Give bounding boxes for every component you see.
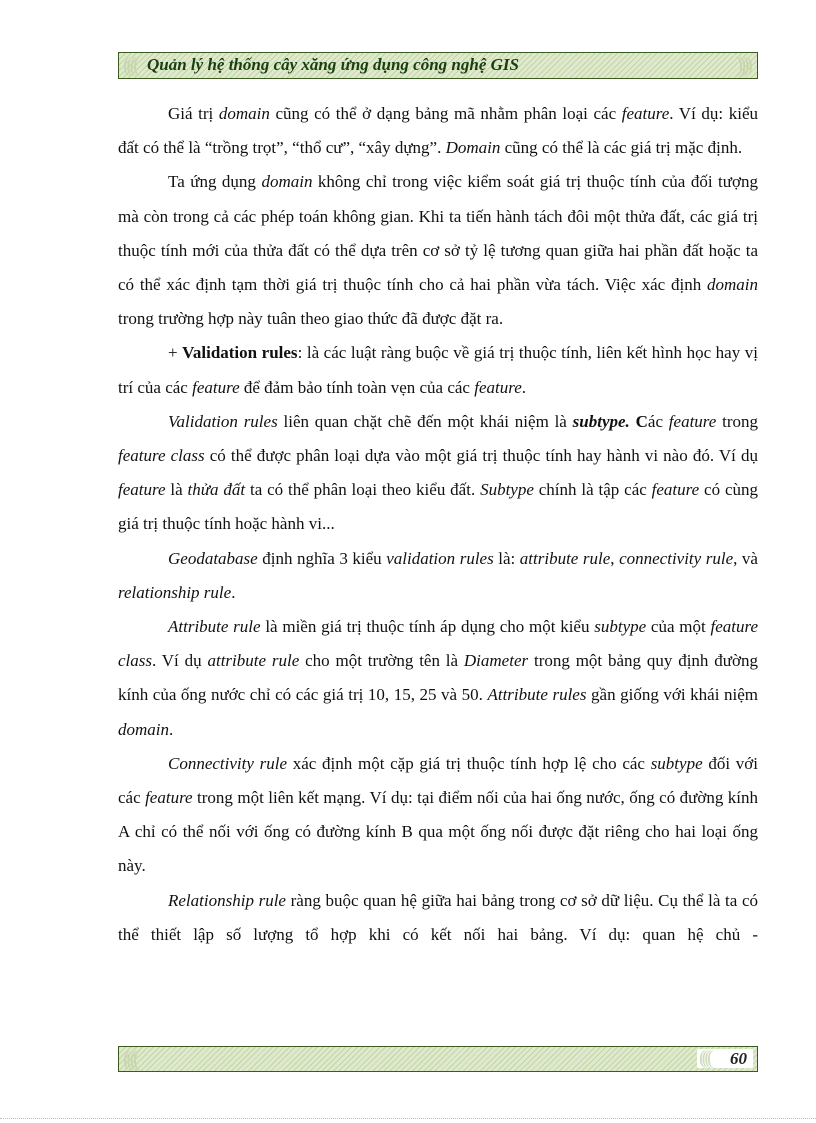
header-right-ornament: )))) (735, 52, 749, 77)
text-run: connectivity rule (619, 548, 734, 568)
text-run: ác (647, 411, 669, 431)
text-run: Domain (445, 138, 501, 158)
text-run: feature (118, 480, 166, 500)
text-run: cũng có thể là các giá trị mặc định. (500, 138, 743, 158)
text-run: feature (145, 788, 193, 808)
text-run: Diameter (463, 651, 529, 671)
body-paragraph (118, 884, 758, 952)
text-run: Attribute rules (487, 685, 587, 705)
text-run: , (610, 548, 620, 568)
text-run: relationship rule (118, 582, 232, 602)
text-run: trong (716, 411, 759, 431)
page-bottom-rule (0, 1118, 816, 1119)
text-run: là miền giá trị thuộc tính áp dụng cho một kiểu (260, 617, 595, 637)
text-run: feature (474, 377, 522, 397)
text-run: validation rules (386, 548, 494, 568)
text-run: có cùng giá trị thuộc tính hoặc hành vi... (118, 480, 759, 534)
text-run: là (165, 480, 188, 500)
text-run: , và (733, 548, 758, 568)
text-run: Connectivity rule (168, 753, 288, 773)
text-run: Geodatabase (168, 548, 258, 568)
text-run: feature (651, 480, 700, 500)
text-run: đối với các (118, 753, 758, 808)
text-run: cũng có thể ở dạng bảng mã nhằm phân loại các (269, 104, 622, 123)
text-run: feature class (118, 617, 758, 671)
document-body (118, 97, 758, 952)
text-run: . (521, 377, 527, 397)
text-run: cho một trường tên là (299, 651, 464, 671)
text-run: subtype. (572, 411, 630, 431)
text-run: . (169, 719, 174, 739)
text-run: trong trường hợp này tuân theo giao thức đã được đặt ra. (118, 309, 504, 329)
text-run: domain (707, 275, 758, 295)
text-run: Attribute rule (168, 617, 261, 637)
text-run: feature (621, 104, 670, 123)
text-run: Subtype (480, 480, 534, 500)
running-header-title: Quản lý hệ thống cây xăng ứng dụng công nghệ GIS (147, 55, 519, 74)
body-paragraph (118, 542, 758, 610)
footer-left-ornament: (((( (123, 1046, 137, 1071)
text-run: Relationship rule (168, 890, 286, 910)
page-number: 60 (730, 1049, 747, 1068)
text-run: không chỉ trong việc kiểm soát giá trị thuộc tính của đối tượng mà còn trong cả các phép toán không gian. Khi ta tiến hành tách đôi một thửa đất, các giá trị thuộc tính mới của thửa đất có thể dựa trên cơ sở tỷ lệ tương quan giữa hai phần đất hoặc ta có thể xác định tạm thời giá trị thuộc tính cho cả hai phần vừa tách. Việc xác định (118, 172, 758, 295)
text-run: ràng buộc quan hệ giữa hai bảng trong cơ sở dữ liệu. Cụ thể là ta có thể thiết lập số lượng tổ hợp khi có kết nối hai bảng. Ví dụ: quan hệ chủ - (118, 890, 758, 944)
body-paragraph (118, 747, 758, 884)
text-run: ta có thể phân loại theo kiểu đất. (245, 480, 481, 500)
text-run: Giá trị (168, 104, 219, 123)
text-run: domain (118, 719, 169, 739)
text-run: C (635, 411, 648, 431)
body-paragraph (118, 165, 758, 336)
text-run: chính là tập các (533, 480, 652, 500)
text-run: trong một bảng quy định đường kính của ống nước chỉ có các giá trị 10, 15, 25 và 50. (118, 651, 758, 705)
text-run: định nghĩa 3 kiểu (257, 548, 387, 568)
text-run: xác định một cặp giá trị thuộc tính hợp lệ cho các (287, 753, 651, 773)
text-run: để đảm bảo tính toàn vẹn của các (239, 377, 475, 397)
footer-band (118, 1046, 758, 1072)
text-run: có thể được phân loại dựa vào một giá trị thuộc tính hay hành vi nào đó. Ví dụ (204, 446, 758, 466)
page-number-ornament: (((( (699, 1047, 710, 1069)
text-run: liên quan chặt chẽ đến một khái niệm là (277, 411, 573, 431)
text-run: domain (261, 172, 313, 192)
text-run: . Ví dụ: kiểu đất có thể là “trồng trọt”, “thổ cư”, “xây dựng”. (118, 104, 759, 158)
text-run: domain (218, 104, 270, 123)
body-paragraph (118, 405, 758, 542)
text-run: . (231, 582, 236, 602)
header-band (118, 52, 758, 79)
text-run: gần giống với khái niệm (586, 685, 758, 705)
text-run: + (168, 343, 183, 363)
text-run: feature (192, 377, 240, 397)
text-run: Validation rules (182, 343, 298, 363)
page-number-box (697, 1049, 753, 1068)
body-paragraph (118, 336, 758, 404)
text-run: là: (493, 548, 520, 568)
text-run: trong một liên kết mạng. Ví dụ: tại điểm nối của hai ống nước, ống có đường kính A chỉ có thể nối với ống có đường kính B qua một ống nối được đặt riêng cho hai loại ống này. (118, 788, 759, 876)
text-run: của một (646, 617, 711, 637)
text-run: . Ví dụ (152, 651, 208, 671)
text-run: : là các luật ràng buộc về giá trị thuộc tính, liên kết hình học hay vị trí của các (118, 343, 759, 397)
text-run: Ta ứng dụng (168, 172, 262, 192)
text-run: Validation rules (168, 411, 278, 431)
text-run: feature class (118, 446, 205, 466)
header-left-ornament: (((( (123, 52, 137, 77)
text-run: attribute rule (519, 548, 611, 568)
text-run: thửa đất (187, 480, 246, 500)
body-paragraph (118, 610, 758, 747)
text-run: attribute rule (207, 651, 300, 671)
text-run: subtype (650, 753, 703, 773)
text-run: feature (668, 411, 717, 431)
text-run: subtype (594, 617, 647, 637)
body-paragraph (118, 97, 758, 165)
